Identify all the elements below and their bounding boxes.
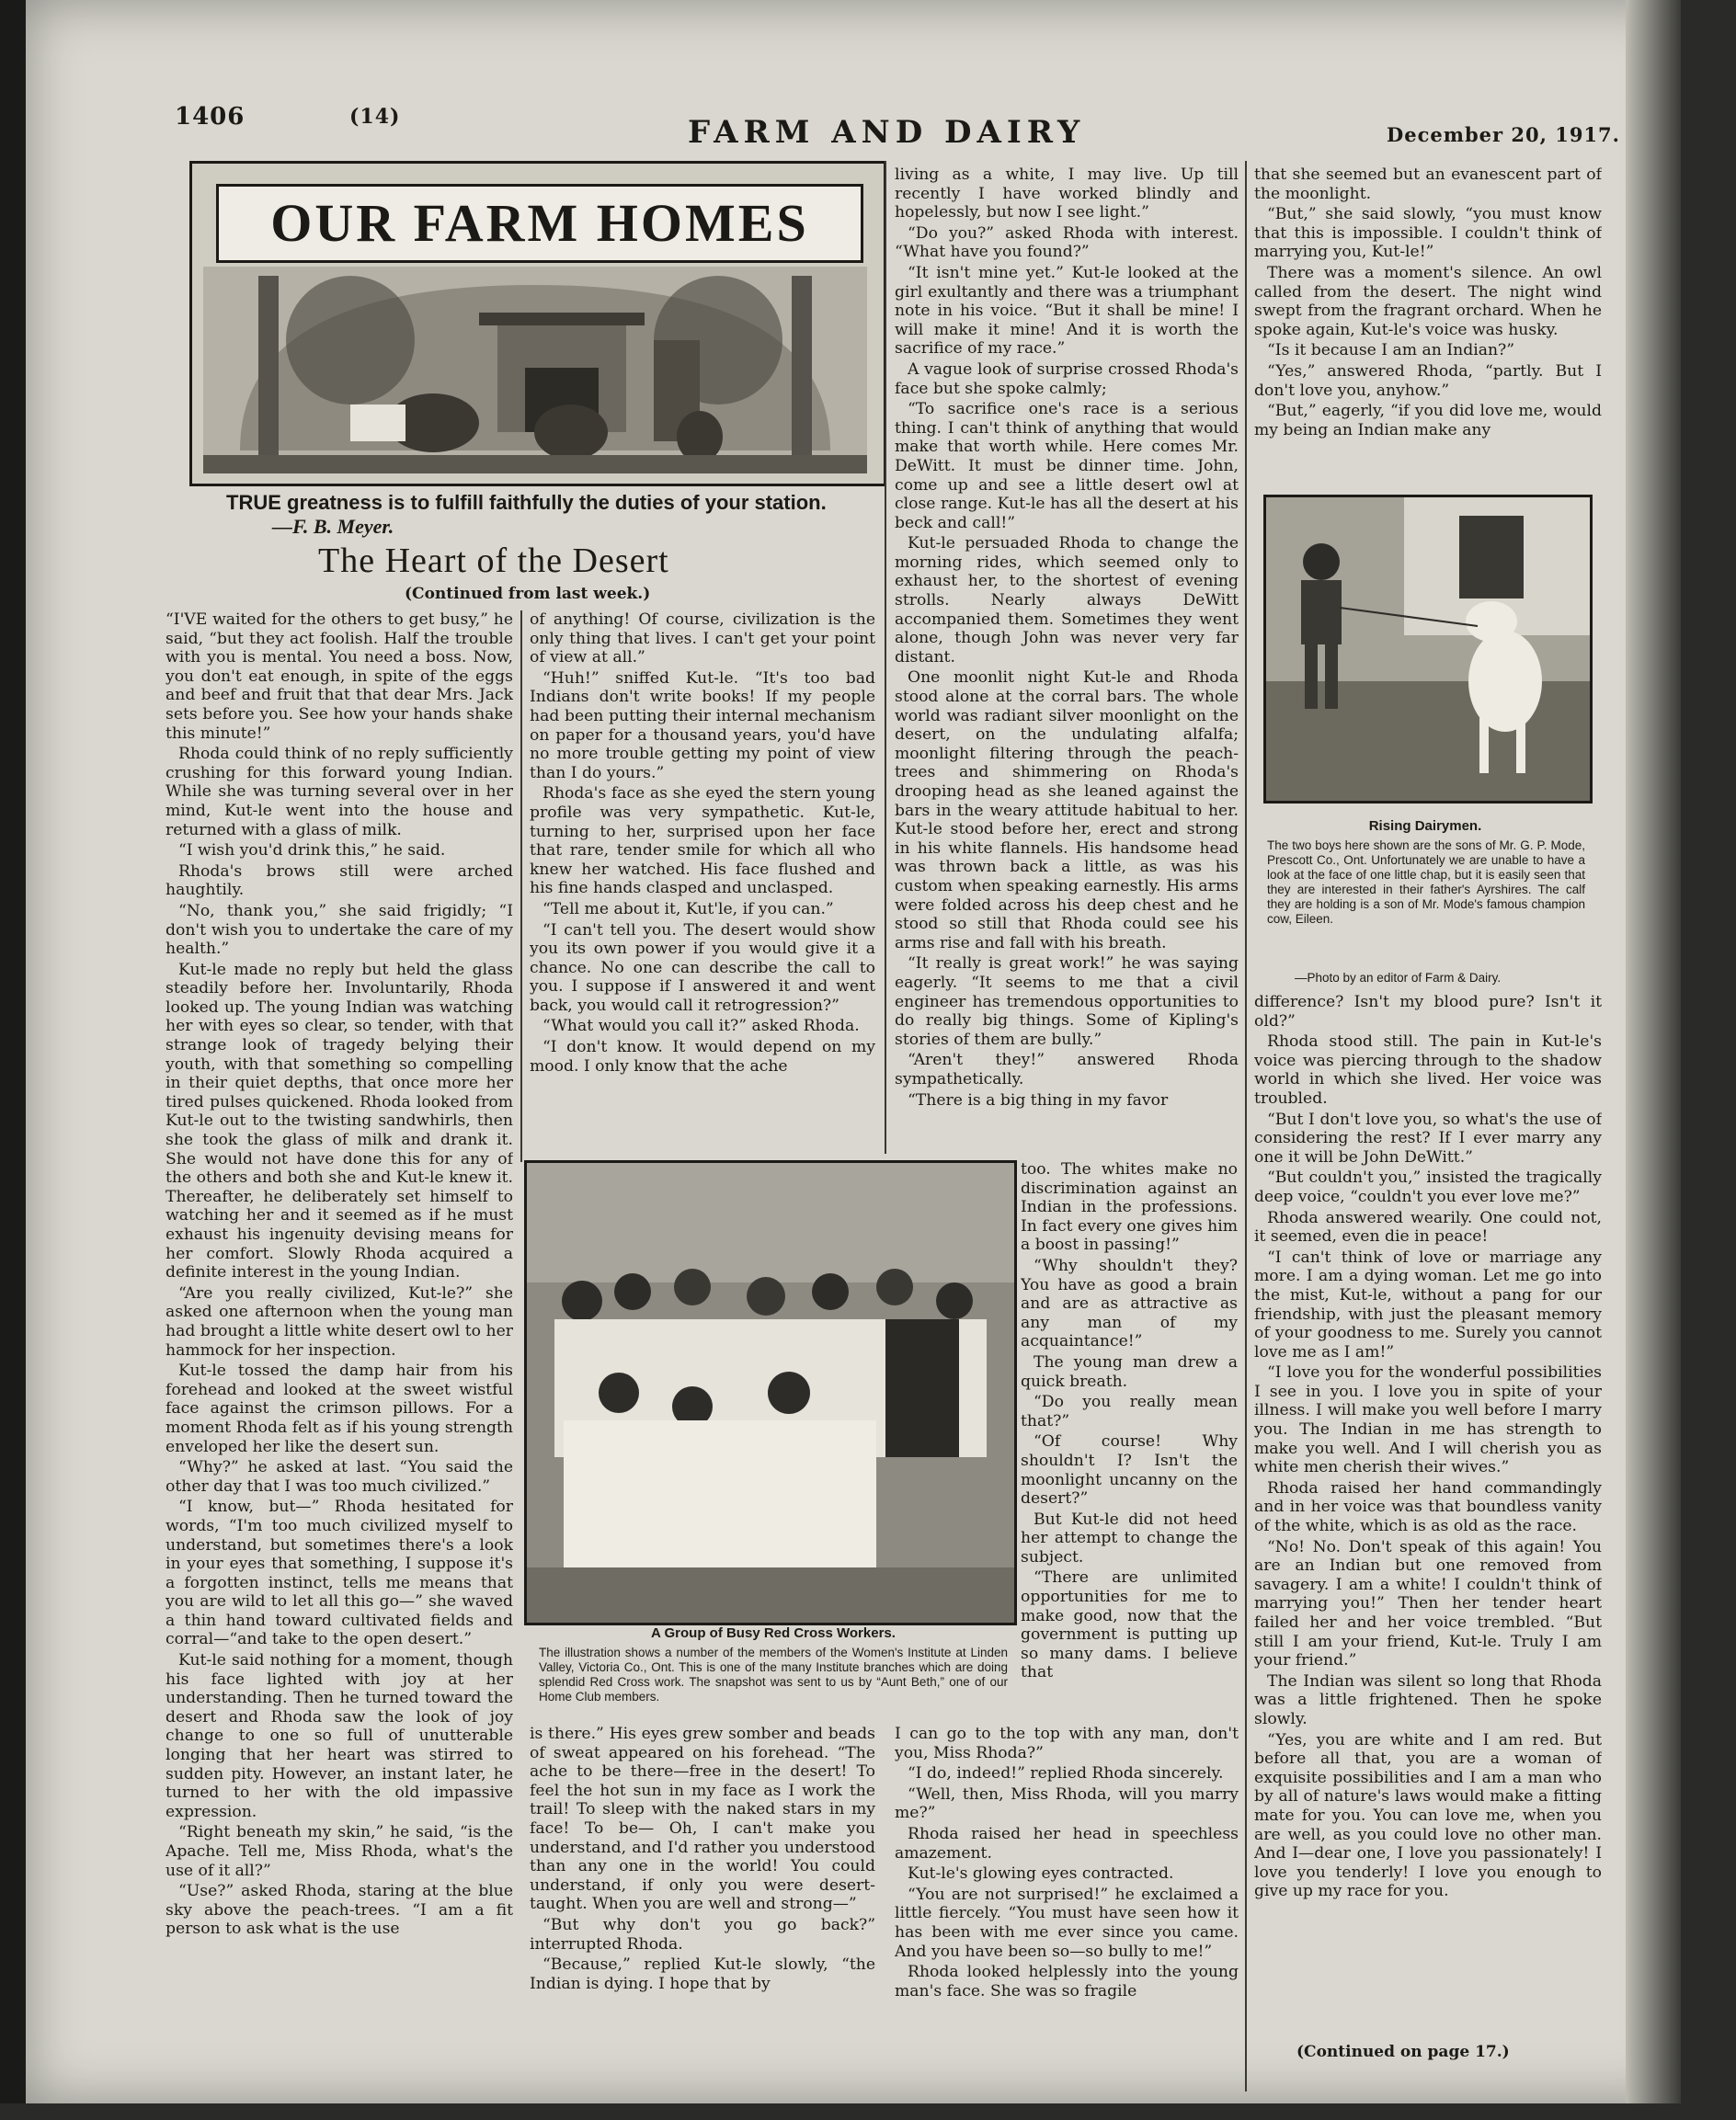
paragraph: “Do you really mean that?” (1021, 1393, 1238, 1430)
paragraph: Kut-le's glowing eyes contracted. (908, 1864, 1174, 1884)
banner-title: OUR FARM HOMES (216, 184, 863, 263)
paragraph: “No, thank you,” she said frigidly; “I don't wish you to undertake the care of my health.” (166, 901, 513, 959)
paragraph: “Because,” replied Kut-le slowly, “the Indian is dying. I hope that by (530, 1955, 875, 1993)
paragraph: The Indian was silent so long that Rhoda was a little frightened. Then he spoke slowly. (1254, 1671, 1602, 1728)
paragraph: “Aren't they!” answered Rhoda sympathetically. (895, 1051, 1239, 1088)
issue-date: December 20, 1917. (1387, 123, 1620, 146)
dairymen-photo-credit: —Photo by an editor of Farm & Dairy. (1295, 971, 1502, 985)
paragraph: “Is it because I am an Indian?” (1267, 341, 1515, 360)
red-cross-photo-caption: The illustration shows a number of the members of the Women's Institute at Linden Valley, Victoria Co., Ont. This is one of the many Institute branches which are doing splendid Red Cross work. The snapshot was sent to us by “Aunt Beth,” one of our Home Club members. (539, 1646, 1008, 1704)
paragraph: Rhoda stood still. The pain in Kut-le's voice was piercing through to the shadow world in which she lived. Her voice was troubled. (1254, 1032, 1602, 1108)
paragraph: of anything! Of course, civilization is the only thing that lives. I can't get your point of view at all.” (530, 610, 875, 667)
paragraph: “I can't think of love or marriage any more. I am a dying woman. Let me go into the mist, Kut-le, without a pang for our friendship, with just the pleasant memory of your goodness to me. Surely you cannot love me as I am!” (1254, 1248, 1602, 1362)
paragraph: Rhoda answered wearily. One could not, it seemed, even die in peace! (1254, 1208, 1602, 1247)
paragraph: “It isn't mine yet.” Kut-le looked at the girl exultantly and there was a triumphant note in his voice. “But it shall be mine! I will make it mine! And it is worth the sacrifice of my race.” (895, 263, 1239, 359)
paragraph: “But why don't you go back?” interrupted Rhoda. (530, 1915, 875, 1954)
paragraph: difference? Isn't my blood pure? Isn't it old?” (1254, 993, 1602, 1031)
column-rule (1245, 161, 1247, 2092)
paragraph: that she seemed but an evanescent part of the moonlight. (1254, 165, 1602, 203)
rising-dairymen-photo (1263, 495, 1593, 804)
paragraph: “What would you call it?” asked Rhoda. (542, 1017, 860, 1036)
paragraph: “I'VE waited for the others to get busy,” he said, “but they act foolish. Half the trouble with you is mental. You need a boss. Now, you don't eat enough, in spite of the eggs and beef and fruit that that dear Mrs. Jack sets before you. See how your hands shake this minute!” (166, 610, 513, 743)
paragraph: “But couldn't you,” insisted the tragically deep voice, “couldn't you ever love me?” (1254, 1168, 1602, 1206)
paragraph: The young man drew a quick breath. (1021, 1352, 1238, 1391)
page-number: 1406 (175, 103, 246, 131)
dairymen-photo-caption: The two boys here shown are the sons of Mr. G. P. Mode, Prescott Co., Ont. Unfortunately we are unable to have a look at the face of one little chap, but it is easily seen that they are interested in their father's Ayrshires. The calf they are holding is a son of Mr. Mode's famous champion cow, Eileen. (1267, 838, 1585, 926)
red-cross-photo-title: A Group of Busy Red Cross Workers. (651, 1625, 896, 1641)
paragraph: “Of course! Why shouldn't I? Isn't the moonlight uncanny on the desert?” (1021, 1432, 1238, 1509)
story-column-2-top (530, 610, 875, 1144)
column-rule (885, 161, 886, 1154)
paragraph: “Why?” he asked at last. “You said the other day that I was too much civilized.” (166, 1458, 513, 1496)
paragraph: too. The whites make no discrimination against an Indian in the professions. In fact every one gives him a boost in passing!” (1021, 1160, 1238, 1255)
paragraph: “Yes,” answered Rhoda, “partly. But I don't love you, anyhow.” (1254, 361, 1602, 400)
paragraph: Rhoda raised her hand commandingly and in her voice was that boundless vanity of the white, which is as old as the race. (1254, 1478, 1602, 1536)
paragraph: Rhoda could think of no reply sufficiently crushing for this forward young Indian. While she was turning several over in her mind, Kut-le went into the house and returned with a glass of milk. (166, 745, 513, 839)
paragraph: Rhoda looked helplessly into the young man's face. She was so fragile (895, 1963, 1239, 2000)
paragraph: “I know, but—” Rhoda hesitated for words, “I'm too much civilized myself to understand, but sometimes there's a look in your eyes that something, I suppose it's a forgotten instinct, tells me means that you are wild to let all this go—” she waved a thin hand toward cultivated fields and corral—“and take to the open desert.” (166, 1498, 513, 1649)
story-column-4-top (1254, 165, 1602, 478)
our-farm-homes-banner (189, 161, 886, 486)
paragraph: “Do you?” asked Rhoda with interest. “What have you found?” (895, 223, 1239, 262)
paragraph: “Well, then, Miss Rhoda, will you marry me?” (895, 1784, 1239, 1823)
paragraph: “It really is great work!” he was saying eagerly. “It seems to me that a civil engineer has tremendous opportunities to do really big things. Some of Kipling's stories of them are bully.” (895, 954, 1239, 1049)
boy-with-calf-image (1266, 497, 1590, 801)
paragraph: “I do, indeed!” replied Rhoda sincerely. (908, 1764, 1224, 1784)
red-cross-workers-photo (524, 1160, 1017, 1625)
paragraph: “I wish you'd drink this,” he said. (178, 841, 446, 861)
paragraph: “Why shouldn't they? You have as good a brain and are as attractive as any man of my acquaintance!” (1021, 1256, 1238, 1351)
paragraph: “To sacrifice one's race is a serious thing. I can't think of anything that would make that worth while. Here comes Mr. DeWitt. It must be dinner time. John, come up and see a little desert owl at close range. Kut-le has all the desert at his beck and call!” (895, 400, 1239, 532)
continued-notice: (Continued on page 17.) (1296, 2043, 1510, 2061)
paragraph: One moonlit night Kut-le and Rhoda stood alone at the corral bars. The whole world was radiant silver moonlight on the desert, on the undulating alfalfa; moonlight filtering through the peach-trees and shimmering on Rhoda's drooping head as she leaned against the bars in the weary attitude habitual to her. Kut-le stood before her, erect and strong in his white flannels. His handsome head was thrown back a little, as was his custom when speaking earnestly. His arms were folded across his deep chest and he stood so still that Rhoda could see his arms rise and fall with his breath. (895, 668, 1239, 952)
paragraph: “Use?” asked Rhoda, staring at the blue sky above the peach-trees. “I am a fit person to ask what is the use (166, 1882, 513, 1939)
story-column-2-bottom (530, 1725, 875, 2111)
group-portrait-image (527, 1163, 1014, 1623)
paragraph: Kut-le persuaded Rhoda to change the morning rides, which seemed only to exhaust her, to the shortest of evening strolls. Nearly always DeWitt accompanied them. Sometimes they went alone, though John was never very far distant. (895, 534, 1239, 667)
dairymen-photo-title: Rising Dairymen. (1368, 818, 1482, 834)
section-number: (14) (349, 105, 401, 129)
paragraph: “There are unlimited opportunities for me to make good, now that the government is putting up so many dams. I believe that (1021, 1568, 1238, 1682)
page-edge-shadow (1626, 0, 1681, 2103)
paragraph: Kut-le said nothing for a moment, though his face lighted with joy at her understanding. Then he turned toward the desert and Rhoda saw the look of joy change to one so full of unutterable longing that her heart was stirred to sudden pity. However, an instant later, he turned to her with the old impassive expression. (166, 1651, 513, 1821)
story-title: The Heart of the Desert (318, 541, 669, 580)
paragraph: A vague look of surprise crossed Rhoda's face but she spoke calmly; (895, 359, 1239, 398)
column-rule (520, 610, 522, 1162)
paragraph: “I can't tell you. The desert would show you its own power if you would give it a chance. No one can describe the call to you. I suppose if I answered it and went back, you would call it retrogression?” (530, 920, 875, 1015)
paragraph: “But I don't love you, so what's the use of considering the rest? If I ever marry any one it will be John DeWitt.” (1254, 1110, 1602, 1167)
paragraph: “Right beneath my skin,” he said, “is the Apache. Tell me, Miss Rhoda, what's the use of it all?” (166, 1823, 513, 1880)
newspaper-page (26, 0, 1681, 2103)
story-column-4-bottom (1254, 993, 1602, 2036)
paragraph: “There is a big thing in my favor (908, 1090, 1169, 1110)
paragraph: Kut-le made no reply but held the glass steadily before her. Involuntarily, Rhoda looked up. The young Indian was watching her with eyes so clear, so tender, with that strange look of tragedy belying their youth, with that something so compelling in their quiet depths, that once more her tired pulses quickened. Rhoda looked from Kut-le out to the twisting sandwhirls, then she took the glass of milk and drank it. She would not have done this for any of the others and both she and Kut-le knew it. Thereafter, he deliberately set himself to watching her and it seemed as if he must exhaust his ingenuity devising means for her comfort. Slowly Rhoda acquired a definite interest in the young Indian. (166, 960, 513, 1282)
paragraph: There was a moment's silence. An owl called from the desert. The night wind swept from the fragrant orchard. When he spoke again, Kut-le's voice was husky. (1254, 263, 1602, 339)
paragraph: Rhoda raised her head in speechless amazement. (895, 1824, 1239, 1863)
paragraph: “I love you for the wonderful possibilities I see in you. I love you in spite of your illness. I will make you well before I marry you. The Indian in me has strength to make you well. And I will cherish you as white men cherish their wives.” (1254, 1363, 1602, 1477)
story-column-3-narrow (1021, 1160, 1238, 1712)
binding-spine (0, 0, 26, 2103)
paragraph: living as a white, I may live. Up till recently I have worked blindly and hopelessly, but now I see light.” (895, 165, 1239, 222)
fireside-illustration (203, 267, 867, 473)
paragraph: I can go to the top with any man, don't you, Miss Rhoda?” (895, 1725, 1239, 1762)
paragraph: Rhoda's brows still were arched haughtily. (166, 861, 513, 900)
story-column-3-top (895, 165, 1239, 1142)
paragraph: is there.” His eyes grew somber and beads of sweat appeared on his forehead. “The ache to be there—free in the desert! To feel the hot sun in my face as I work the trail! To sleep with the naked stars in my face! To be— Oh, I can't make you understand, and I'd rather you understood than any one in the world! You could understand, if only you were desert-taught. When you are well and strong—” (530, 1725, 875, 1914)
paragraph: Kut-le tossed the damp hair from his forehead and looked at the sweet wistful face against the crimson pillows. For a moment Rhoda felt as if his young strength enveloped her like the desert sun. (166, 1362, 513, 1456)
story-column-3-bottom (895, 1725, 1239, 2111)
story-subtitle: (Continued from last week.) (405, 585, 651, 603)
publication-title: FARM AND DAIRY (688, 114, 1086, 151)
paragraph: “But,” eagerly, “if you did love me, would my being an Indian make any (1254, 402, 1602, 439)
paragraph: “I don't know. It would depend on my mood. I only know that the ache (530, 1038, 875, 1076)
paragraph: “Huh!” sniffed Kut-le. “It's too bad Indians don't write books! If my people had been putting their internal mechanism on paper for a thousand years, you'd have no more trouble getting my point of view than I do yours.” (530, 668, 875, 782)
story-column-1 (166, 610, 513, 2120)
paragraph: “Are you really civilized, Kut-le?” she asked one afternoon when the young man had brought a little white desert owl to her hammock for her inspection. (166, 1283, 513, 1360)
motto-text: TRUE greatness is to fulfill faithfully the duties of your station. (226, 491, 827, 514)
paragraph: “Yes, you are white and I am red. But before all that, you are a woman of exquisite possibilities and I am a man who by all of nature's laws would make a fitting mate for you. You can love me, when you are well, as you could love no other man. And I—dear one, I love you passionately! I love you tenderly! I love you enough to give up my race for you. (1254, 1730, 1602, 1901)
paragraph: “But,” she said slowly, “you must know that this is impossible. I couldn't think of marrying you, Kut-le!” (1254, 205, 1602, 262)
paragraph: “No! No. Don't speak of this again! You are an Indian but one removed from savagery. I am a white! I couldn't think of marrying you!” Then her tender heart failed her and her voice trembled. “But still I am your friend, Kut-le. Truly I am your friend.” (1254, 1537, 1602, 1670)
paragraph: “You are not surprised!” he exclaimed a little fiercely. “You must have seen how it has been with me ever since you came. And you have been so—so bully to me!” (895, 1885, 1239, 1961)
paragraph: Rhoda's face as she eyed the stern young profile was very sympathetic. Kut-le, turning to her, surprised upon her face that rare, tender smile for which all who knew her watched. His face flushed and his fine hands clasped and unclasped. (530, 784, 875, 898)
motto-attribution: —F. B. Meyer. (272, 515, 394, 538)
paragraph: But Kut-le did not heed her attempt to change the subject. (1021, 1510, 1238, 1567)
paragraph: “Tell me about it, Kut'le, if you can.” (542, 899, 834, 918)
